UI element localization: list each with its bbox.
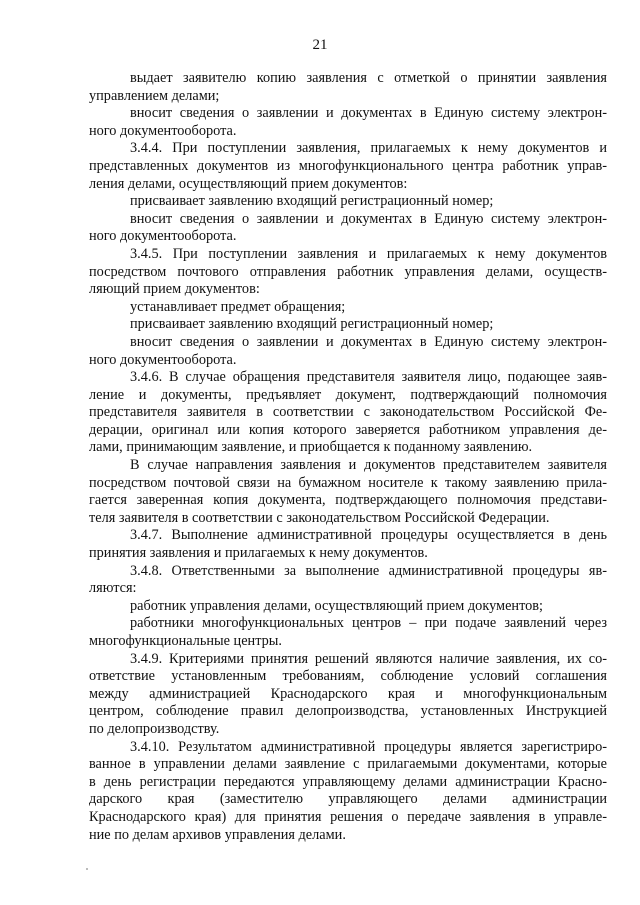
text-line: многофункциональные центры. — [89, 633, 282, 649]
text-line: в день регистрации передаются управляющему делами администрации Красно- — [89, 773, 607, 790]
text-line: ляются: — [89, 580, 137, 597]
text-line: теля заявителя в соответствии с законодательством Российской Федерации. — [89, 509, 550, 526]
text-line: устанавливает предмет обращения; — [130, 298, 346, 315]
body-text — [89, 70, 607, 844]
text-line: 3.4.7. Выполнение административной процедуры осуществляется в день — [130, 527, 607, 544]
text-line: между администрацией Краснодарского края и многофункциональным — [89, 685, 607, 702]
text-line: ления делами, осуществляющий прием документов: — [89, 175, 408, 192]
text-line: присваивает заявлению входящий регистрационный номер; — [130, 193, 494, 210]
text-line: 3.4.5. При поступлении заявления и прилагаемых к нему документов — [130, 245, 607, 262]
text-line: управлением делами; — [89, 87, 220, 104]
text-line: ного документооборота. — [89, 351, 237, 368]
text-line: 3.4.6. В случае обращения представителя заявителя лицо, подающее заяв- — [130, 369, 607, 386]
text-line: принятия заявления и прилагаемых к нему документов. — [89, 545, 428, 562]
text-line: ответствие установленным требованиям, соблюдение условий соглашения — [89, 668, 607, 685]
text-line: вносит сведения о заявлении и документах в Единую систему электрон- — [130, 210, 607, 227]
text-line: дарского края (заместителю управляющего делами администрации — [89, 791, 607, 808]
text-line: Краснодарского края) для принятия решения о передаче заявления в управле- — [89, 808, 607, 825]
text-line: посредством почтового отправления работник управления делами, осуществ- — [89, 263, 607, 280]
text-line: центром, соблюдение правил делопроизводства, установленных Инструкцией — [89, 703, 607, 720]
text-line: ного документооборота. — [89, 228, 237, 245]
text-line: вносит сведения о заявлении и документах в Единую систему электрон- — [130, 105, 607, 122]
text-line: по делопроизводству. — [89, 720, 220, 737]
text-line: вносит сведения о заявлении и документах в Единую систему электрон- — [130, 333, 607, 350]
text-line: 3.4.10. Результатом административной процедуры является зарегистриро- — [130, 738, 607, 755]
text-line: выдает заявителю копию заявления с отметкой о принятии заявления — [130, 70, 607, 86]
text-line: 3.4.4. При поступлении заявления, прилагаемых к нему документов и — [130, 140, 607, 157]
text-line: 3.4.8. Ответственными за выполнение административной процедуры яв- — [130, 562, 607, 579]
text-line: гается заверенная копия документа, подтверждающего полномочия представи- — [89, 492, 607, 509]
text-line: работник управления делами, осуществляющий прием документов; — [130, 597, 544, 614]
text-line: представленных документов из многофункционального центра работник управ- — [89, 157, 607, 174]
text-line: ного документооборота. — [89, 122, 237, 139]
text-line: ление и документы, предъявляет документ, подтверждающий полномочия — [89, 386, 607, 403]
text-line: лами, принимающим заявление, и приобщается к поданному заявлению. — [89, 439, 533, 456]
text-line: дерации, оригинал или копия которого заверяется работником управления де- — [89, 421, 607, 438]
text-line: посредством почтовой связи на бумажном носителе к такому заявлению прила- — [89, 474, 607, 491]
text-line: ванное в управлении делами заявление с прилагаемыми документами, которые — [89, 756, 607, 773]
text-line: работники многофункциональных центров – при подаче заявлений через — [130, 615, 607, 632]
text-line: ние по делам архивов управления делами. — [89, 826, 346, 843]
text-line: присваивает заявлению входящий регистрационный номер; — [130, 316, 494, 333]
text-line: 3.4.9. Критериями принятия решений являются наличие заявления, их со- — [130, 650, 607, 667]
text-line: ляющий прием документов: — [89, 281, 260, 298]
page-number: 21 — [312, 37, 328, 53]
text-line: В случае направления заявления и документов представителем заявителя — [130, 457, 607, 474]
scan-artifact — [86, 868, 88, 870]
text-line: представителя заявителя в соответствии с законодательством Российской Фе- — [89, 404, 607, 421]
